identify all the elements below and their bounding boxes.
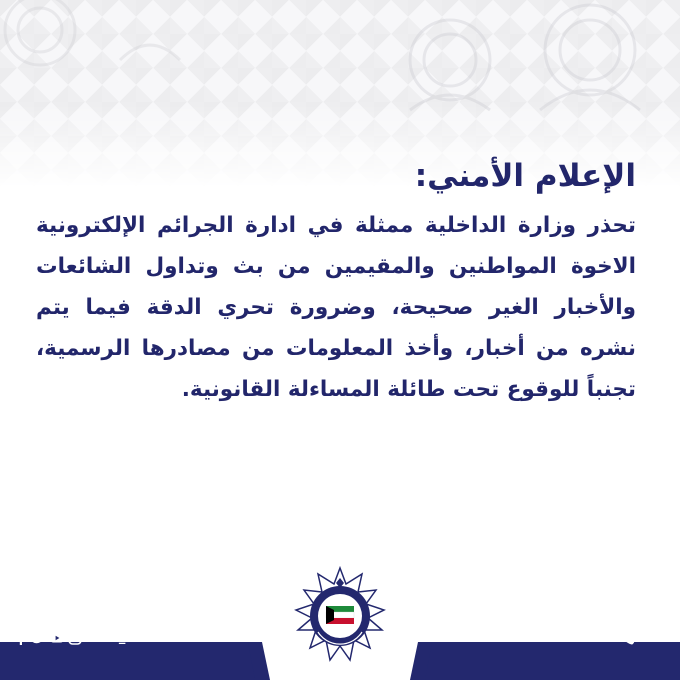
facebook-icon[interactable] xyxy=(14,631,28,645)
body-line: الاخوة المواطنين والمقيمين من بث وتداول الشائعات xyxy=(36,254,636,280)
social-links xyxy=(14,630,160,645)
crown-pattern-icon xyxy=(380,0,680,150)
body-line: والأخبار الغير صحيحة، وضرورة تحري الدقة فيما يتم xyxy=(36,294,636,320)
crown-pattern-icon xyxy=(0,0,200,120)
announcement-content xyxy=(36,156,636,411)
instagram-icon[interactable] xyxy=(68,631,82,645)
body-line: تحذر وزارة الداخلية ممثلة في ادارة الجرائم الإلكترونية xyxy=(36,213,636,239)
hotline-number[interactable]: 112 xyxy=(638,630,666,645)
kuwait-police-emblem-icon xyxy=(290,566,390,666)
social-handle[interactable]: MOI_KUW xyxy=(90,630,161,645)
body-line: تجنباً للوقوع تحت طائلة المساءلة القانونية. xyxy=(181,376,636,402)
body-line: نشره من أخبار، وأخذ المعلومات من مصادرها الرسمية، xyxy=(36,335,636,361)
announcement-body xyxy=(36,206,636,410)
youtube-icon[interactable] xyxy=(50,631,64,645)
page-title: الإعلام الأمني: xyxy=(414,158,636,194)
twitter-icon[interactable] xyxy=(32,631,46,645)
hotline xyxy=(621,630,666,645)
phone-icon xyxy=(621,631,635,645)
